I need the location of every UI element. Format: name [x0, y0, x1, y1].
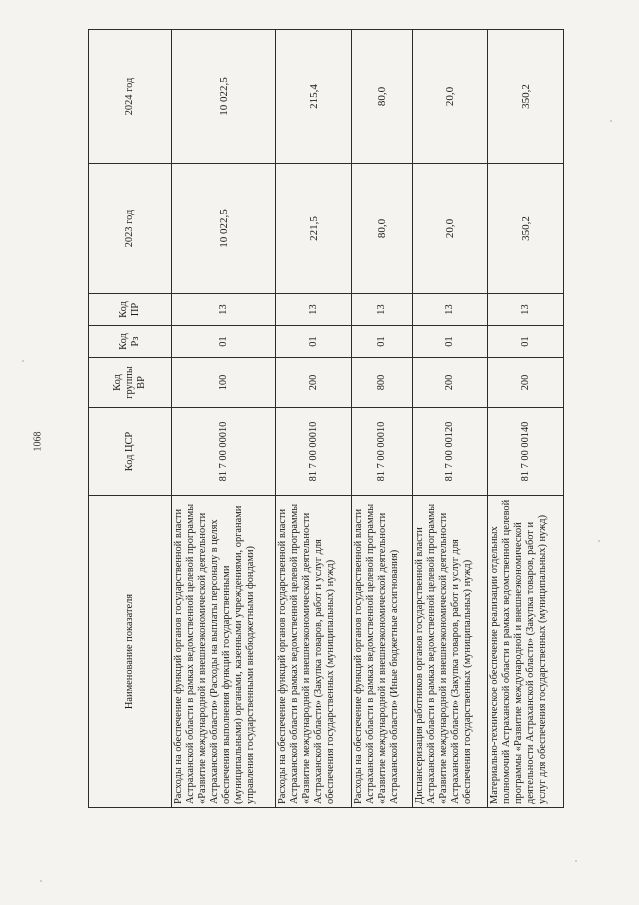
- scan-speck: [575, 860, 577, 862]
- row-rz: 01: [351, 326, 412, 358]
- scan-speck: [610, 120, 612, 122]
- row-name: Расходы на обеспечение функций органов государственной власти Астраханской области в рамках ведомственной целевой программы «Развитие международной и внешнеэкономической деятельности Астраханской области» (Закупка товаров, работ и услуг для обеспечения государственных (муниципальных) нужд): [276, 496, 352, 808]
- row-2024: 350,2: [488, 30, 564, 164]
- row-name: Диспансеризация работников органов государственной власти Астраханской области в рамках ведомственной целевой программы «Развитие международной и внешнеэкономической деятельности Астраханской области» (Закупка товаров, работ и услуг для обеспечения государственных (муниципальных) нужд): [412, 496, 488, 808]
- header-2023: 2023 год: [89, 164, 172, 294]
- row-pr: 13: [276, 294, 352, 326]
- row-vr: 200: [488, 358, 564, 408]
- row-pr: 13: [488, 294, 564, 326]
- row-rz: 01: [172, 326, 276, 358]
- row-csr: 81 7 00 00010: [172, 408, 276, 496]
- row-name: Материально-техническое обеспечение реализации отдельных полномочий Астраханской области в рамках ведомственной целевой программы «Развитие международной и внешнеэкономической деятельности Астраханской области» (Закупка товаров, работ и услуг для обеспечения государственных (муниципальных) нужд): [488, 496, 564, 808]
- header-rz: Код Рз: [89, 326, 172, 358]
- row-name: Расходы на обеспечение функций органов государственной власти Астраханской области в рамках ведомственной целевой программы «Развитие международной и внешнеэкономической деятельности Астраханской области» (Иные бюджетные ассигнования): [351, 496, 412, 808]
- row-pr: 13: [351, 294, 412, 326]
- budget-table: [88, 29, 564, 808]
- row-vr: 800: [351, 358, 412, 408]
- rotated-page: [88, 30, 564, 808]
- header-2024: 2024 год: [89, 30, 172, 164]
- table-header-row: [89, 30, 172, 808]
- scan-speck: [22, 360, 24, 362]
- row-rz: 01: [412, 326, 488, 358]
- row-rz: 01: [276, 326, 352, 358]
- row-vr: 200: [276, 358, 352, 408]
- row-name: Расходы на обеспечение функций органов государственной власти Астраханской области в рамках ведомственной целевой программы «Развитие международной и внешнеэкономической деятельности Астраханской области» (Расходы на выплаты персоналу в целях обеспечения выполнения функций государственными (муниципальными) органами, казенными учреждениями, органами управления государственными внебюджетными фондами): [172, 496, 276, 808]
- page-number: 1068: [32, 431, 44, 452]
- row-vr: 200: [412, 358, 488, 408]
- table-row: [172, 30, 276, 808]
- header-vr: Код группы ВР: [89, 358, 172, 408]
- row-2023: 10 022,5: [172, 164, 276, 294]
- scan-speck: [598, 540, 600, 542]
- row-pr: 13: [412, 294, 488, 326]
- row-rz: 01: [488, 326, 564, 358]
- row-2023: 20,0: [412, 164, 488, 294]
- header-name: Наименование показателя: [89, 496, 172, 808]
- row-2024: 20,0: [412, 30, 488, 164]
- row-vr: 100: [172, 358, 276, 408]
- row-2024: 80,0: [351, 30, 412, 164]
- row-csr: 81 7 00 00140: [488, 408, 564, 496]
- scan-speck: [40, 880, 42, 882]
- row-2024: 10 022,5: [172, 30, 276, 164]
- row-pr: 13: [172, 294, 276, 326]
- row-2024: 215,4: [276, 30, 352, 164]
- header-pr: Код ПР: [89, 294, 172, 326]
- row-csr: 81 7 00 00010: [276, 408, 352, 496]
- row-csr: 81 7 00 00010: [351, 408, 412, 496]
- row-2023: 80,0: [351, 164, 412, 294]
- table-row: [412, 30, 488, 808]
- row-2023: 221,5: [276, 164, 352, 294]
- header-csr: Код ЦСР: [89, 408, 172, 496]
- table-row: [276, 30, 352, 808]
- table-row: [488, 30, 564, 808]
- row-csr: 81 7 00 00120: [412, 408, 488, 496]
- row-2023: 350,2: [488, 164, 564, 294]
- table-row: [351, 30, 412, 808]
